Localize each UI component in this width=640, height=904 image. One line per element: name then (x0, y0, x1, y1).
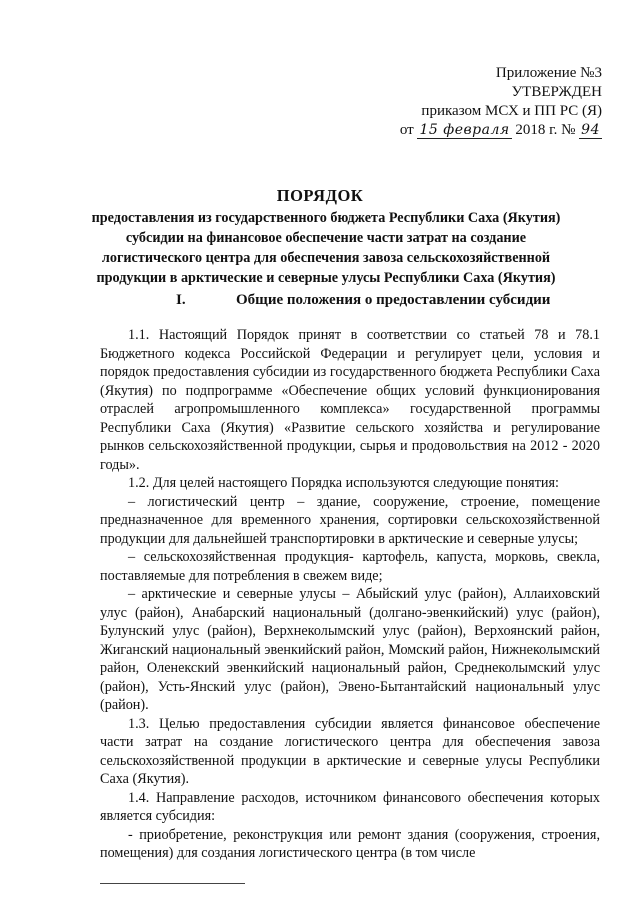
order-date-line (302, 121, 602, 140)
document-subtitle: предоставления из государственного бюджета Республики Саха (Якутия) субсидии на финансовое обеспечение части затрат на создание логистического центра для обеспечения завоза сельскохозяйственной продукции в арктические и северные улусы Республики Саха (Якутия) (91, 210, 561, 286)
section-heading (176, 292, 550, 309)
footnote-separator (100, 883, 245, 884)
approved-label: УТВЕРЖДЕН (511, 84, 602, 100)
paragraph: - приобретение, реконструкция или ремонт здания (сооружения, строения, помещения) для создания логистического центра (в том числе (100, 826, 600, 861)
paragraph: – арктические и северные улусы – Абыйский улус (район), Аллаиховский улус (район), Анабарский национальный (долгано-эвенкийский) улус (район), Булунский улус (район), Верхнеколымский улус (район), Верхоянский район, Жиганский национальный эвенкийский район, Момский район, Нижнеколымский район, Оленекский эвенкийский национальный район, Среднеколымский улус (район), Усть-Янский улус (район), Эвено-Бытантайский национальный улус (район). (100, 586, 600, 713)
document-body (100, 326, 600, 863)
paragraph: 1.2. Для целей настоящего Порядка используются следующие понятия: (128, 475, 559, 491)
section-number: I. (176, 292, 186, 308)
paragraph: 1.3. Целью предоставления субсидии является финансовое обеспечение части затрат на создание логистического центра для обеспечения завоза сельскохозяйственной продукции в арктические и северные улусы Республики Саха (Якутия). (100, 715, 600, 787)
paragraph: 1.1. Настоящий Порядок принят в соответствии со статьей 78 и 78.1 Бюджетного кодекса Российской Федерации и регулирует цели, условия и порядок предоставления субсидии из государственного бюджета Республики Саха (Якутия) по подпрограмме «Обеспечение общих условий функционирования отраслей агропромышленного комплекса» государственной программы Республики Саха (Якутия) «Развитие сельского хозяйства и регулирование рынков сельскохозяйственной продукции, сырья и продовольствия на 2012 - 2020 годы». (100, 327, 600, 473)
paragraph: – логистический центр – здание, сооружение, строение, помещение предназначенное для временного хранения, сортировки сельскохозяйственной продукции для дальнейшей транспортировки в арктические и северные улусы; (100, 493, 600, 547)
approval-header (302, 64, 602, 140)
section-title: Общие положения о предоставлении субсидии (236, 292, 551, 308)
appendix-label: Приложение №3 (495, 65, 602, 81)
paragraph: 1.4. Направление расходов, источником финансового обеспечения которых является субсидия: (100, 789, 600, 824)
handwritten-date: 15 февраля (419, 122, 510, 138)
handwritten-number: 94 (581, 122, 600, 138)
date-prefix: от (399, 122, 414, 138)
date-year: 2018 г. № (515, 122, 576, 138)
order-by-label: приказом МСХ и ПП РС (Я) (421, 103, 602, 119)
paragraph: – сельскохозяйственная продукция- картофель, капуста, морковь, свекла, поставляемые для потребления в свежем виде; (100, 549, 600, 584)
document-title: ПОРЯДОК (276, 186, 364, 205)
